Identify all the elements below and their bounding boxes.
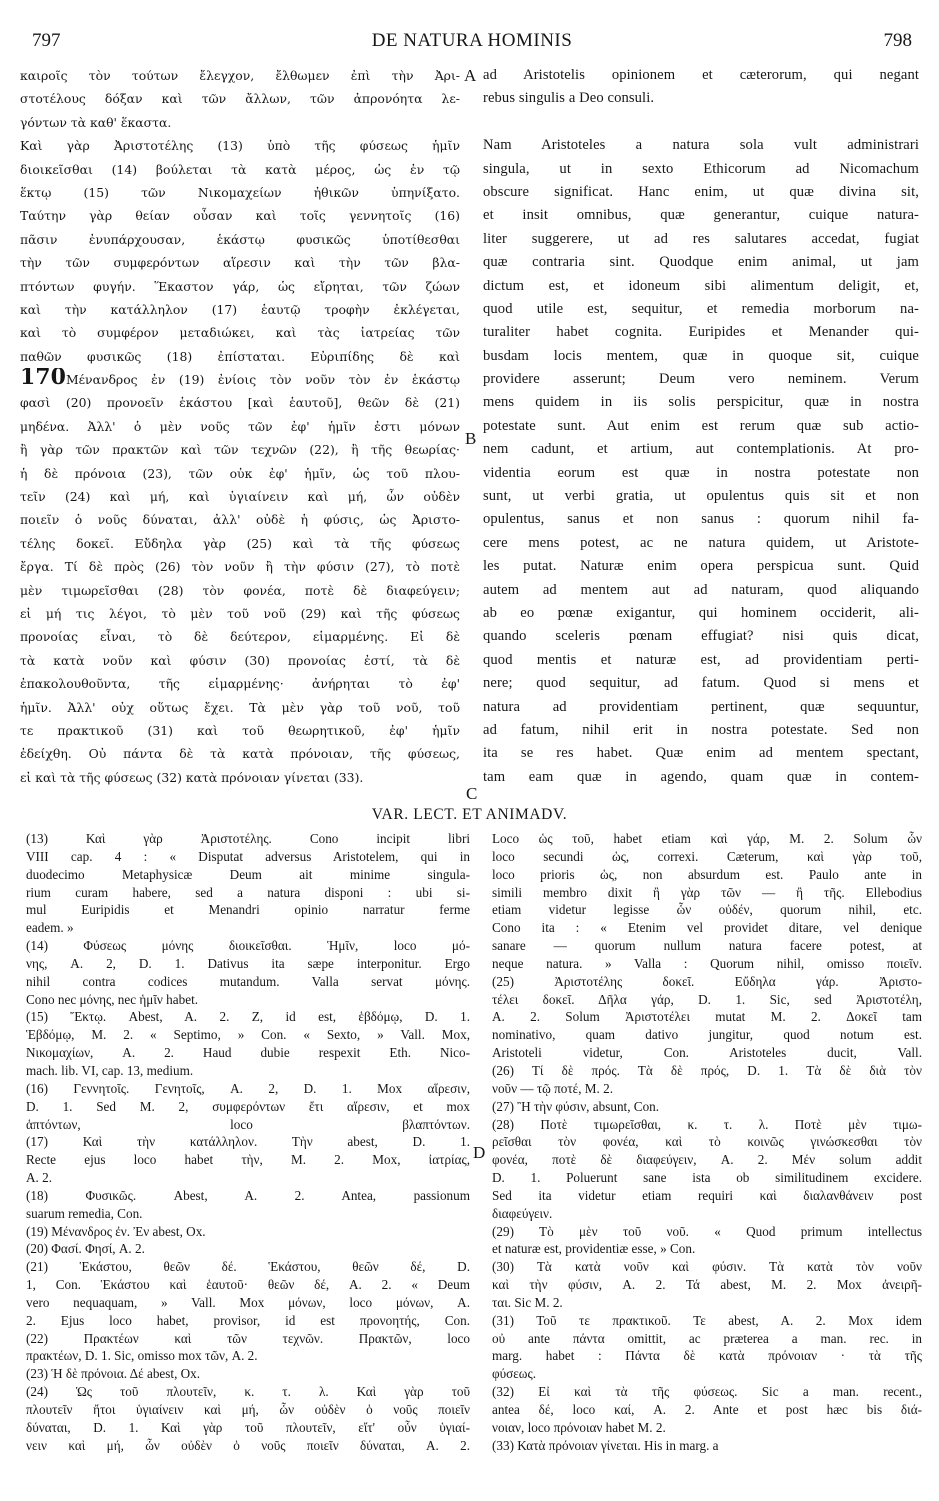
note-line: (24) Ὡς τοῦ πλουτεῖν, κ. τ. λ. Καὶ γὰρ τοῦ	[26, 1384, 470, 1400]
greek-line: Καὶ γὰρ Ἀριστοτέλης (13) ὑπὸ τῆς φύσεως ἡμῖν	[20, 138, 460, 154]
greek-line: ἕκτῳ (15) τῶν Νικομαχείων ἠθικῶν ὑπηνίξατο.	[20, 184, 460, 200]
note-line: Recte ejus loco habet τὴν, M. 2. Mox, ἰατρίας,	[26, 1152, 470, 1168]
note-line: τέλει δοκεῖ. Δῆλα γάρ, D. 1. Sic, sed Ἀριστοτέλη,	[492, 991, 922, 1007]
note-line: Cono nec μόνης, nec ἡμῖν habet.	[26, 991, 199, 1007]
latin-line: turaliter habet cognita. Euripides et Menander qui-	[483, 324, 919, 341]
note-line: neque natura. » Valla : Quorum nihil, omisso ποιεῖν.	[492, 955, 922, 971]
greek-line: καιροῖς τὸν τούτων ἔλεγχον, ἔλθωμεν ἐπὶ τὴν Ἀρι-	[20, 68, 460, 83]
note-line: (16) Γεννητοῖς. Γενητοῖς, A. 2, D. 1. Mox αἵρεσιν,	[26, 1080, 470, 1096]
latin-line: ita se res habet. Quæ enim ad mentem spectant,	[483, 745, 919, 762]
note-line: (21) Ἑκάστου, θεῶν δέ. Ἑκάστου, θεῶν δέ, D.	[26, 1259, 470, 1275]
latin-line: opulentus, sanus et non sanus : quorum nihil fa-	[483, 511, 919, 528]
latin-line: providere asserunt; Deum vero neminem. Verum	[483, 371, 919, 388]
note-line: Ἑβδόμῳ, M. 2. « Septimo, » Con. « Sexto, » Vall. Mox,	[26, 1027, 470, 1043]
note-line: A. 2. Solum Ἀριστοτέλει mutat M. 2. Δοκεῖ tam	[492, 1009, 922, 1025]
greek-line: ποιεῖν ὁ νοῦς δύναται, ἀλλ' οὐδὲ ἡ φύσις, ὡς Ἀριστο-	[20, 512, 460, 528]
greek-line: τε πρακτικοῦ (31) καὶ τοῦ θεωρητικοῦ, ἐφ' ἡμῖν	[20, 722, 460, 738]
note-line: ται. Sic M. 2.	[492, 1294, 563, 1310]
greek-line	[20, 368, 460, 391]
note-line: (22) Πρακτέων καὶ τῶν τεχνῶν. Πρακτῶν, loco	[26, 1330, 470, 1346]
note-line: antea δέ, loco καί, A. 2. Ante et post hæc bis διά-	[492, 1402, 922, 1417]
note-line: καὶ τὴν φύσιν, A. 2. Τά abest, M. 2. Mox ἀνειρῆ-	[492, 1277, 922, 1293]
greek-line: διοικεῖσθαι (14) βούλεται τὰ κατὰ μέρος, ὡς ἐν τῷ	[20, 161, 460, 177]
latin-line: busdam locis mentem, quæ in quoque sit, cuique	[483, 347, 919, 364]
greek-line: εἰ καὶ τὰ τῆς φύσεως (32) κατὰ πρόνοιαν γίνεται (33).	[20, 769, 364, 785]
latin-line: Nam Aristoteles a natura sola vult administrari	[483, 137, 919, 154]
note-line: nominativo, quam dativo jungitur, quod notum est.	[492, 1027, 922, 1043]
note-line: (18) Φυσικῶς. Abest, A. 2. Antea, passionum	[26, 1187, 470, 1203]
note-line: (14) Φύσεως μόνης διοικεῖσθαι. Ἡμῖν, loco μό-	[26, 938, 470, 954]
latin-line	[483, 111, 919, 134]
note-line: ἁπτόντων, loco βλαπτόντων.	[26, 1116, 470, 1132]
page-number-left: 797	[32, 30, 61, 51]
note-line: (25) Ἀριστοτέλης δοκεῖ. Εὔδηλα γάρ. Ἀριστο-	[492, 973, 922, 989]
latin-line: quando sceleris pœnam effugiat? nisi quis dicat,	[483, 628, 919, 645]
note-line: 1, Con. Ἑκάστου καὶ ἑαυτοῦ· θεῶν δέ, A. 2. « Deum	[26, 1277, 470, 1293]
note-line: vero nequaquam, » Vall. Mox μόνων, loco μόνων, A.	[26, 1294, 470, 1310]
note-line: (23) Ἡ δὲ πρόνοια. Δέ abest, Ox.	[26, 1366, 201, 1382]
note-line: et naturæ est, providentiæ esse, » Con.	[492, 1241, 696, 1257]
greek-line: παθῶν φυσικῶς (18) ἐπίσταται. Εὐριπίδης δὲ καὶ	[20, 348, 460, 364]
note-line: Aristoteli videtur, Con. Aristoteles ducit, Vall.	[492, 1045, 922, 1061]
note-line: mul Euripidis et Menandri opinio narratur ferme	[26, 902, 470, 918]
note-line: (26) Τί δὲ πρός. Τὰ δὲ πρός, D. 1. Τὰ δὲ διὰ τὸν	[492, 1062, 922, 1078]
note-line: sanare — quorum nullum natura facere potest, at	[492, 938, 922, 954]
latin-line: rebus singulis a Deo consuli.	[483, 90, 655, 107]
latin-line: mens quidem in iis solis perspicitur, quæ in nostra	[483, 394, 919, 411]
note-line: (19) Μένανδρος ἐν. Ἐν abest, Ox.	[26, 1223, 206, 1239]
latin-line: ab eo pœnæ exigantur, qui hominem occiderit, ali-	[483, 604, 919, 621]
note-line: marg. habet : Πάντα δὲ κατὰ πρόνοιαν · τὰ τῆς	[492, 1348, 922, 1364]
greek-line: καὶ τὸ συμφέρον μεταδιώκει, καὶ τὰς ἰατρείας τῶν	[20, 325, 460, 341]
note-line: eadem. »	[26, 920, 74, 936]
note-line: φονέα, ποτὲ δὲ διαφεύγειν, A. 2. Μέν solum addit	[492, 1152, 922, 1168]
latin-line: sunt, ut verbi gratia, ut opulentus quis sit et non	[483, 488, 919, 505]
greek-line: εἰ μή τις λέγοι, τὸ μὲν τοῦ νοῦ (29) καὶ τῆς φύσεως	[20, 605, 460, 621]
greek-line: τὰ κατὰ νοῦν καὶ φύσιν (30) προνοίας ἐστί, τὰ δὲ	[20, 652, 460, 668]
running-title: DE NATURA HOMINIS	[371, 30, 573, 51]
running-header	[32, 30, 912, 54]
note-line: πρακτέων, D. 1. Sic, omisso mox τῶν, A. 2.	[26, 1348, 258, 1364]
greek-text-column	[20, 64, 460, 800]
note-line: (27) Ἢ τὴν φύσιν, absunt, Con.	[492, 1098, 660, 1114]
latin-line: autem ad mentem aut ad naturam, quod aliquando	[483, 581, 919, 598]
note-line: Νικομαχίων, A. 2. Haud dubie respexit Eth. Nico-	[26, 1045, 470, 1061]
greek-line: προνοίας εἶναι, τὸ δὲ δεύτερον, εἱμαρμένης. Εἰ δὲ	[20, 629, 460, 645]
note-line: δύναται, D. 1. Καὶ γὰρ τοῦ πλουτεῖν, εἴτ' οὖν ὑγιαί-	[26, 1419, 470, 1435]
greek-line: γόντων τὰ καθ' ἕκαστα.	[20, 114, 172, 130]
note-line: duodecimo Metaphysicæ Deum ait minime singula-	[26, 866, 470, 882]
greek-line: πᾶσιν ἐνυπάρχουσαν, ἑκάστῳ φυσικῶς ὑποτίθεσθαι	[20, 231, 460, 247]
latin-line: ad Aristotelis opinionem et cæterorum, qui negant	[483, 67, 919, 83]
notes-left-column	[26, 830, 470, 1490]
note-line: loco secundi ὡς, correxi. Cæterum, καὶ γὰρ τοῦ,	[492, 848, 922, 864]
latin-line: quod mentis et naturæ est, ad providentiam perti-	[483, 651, 919, 668]
note-line: πλουτεῖν ἤτοι ὑγιαίνειν καὶ μή, ὧν οὐδὲν ὁ νοῦς ποιεῖν	[26, 1402, 470, 1417]
margin-letter-b: B	[465, 429, 477, 448]
latin-line: et insit omnibus, quæ generantur, cuique natura-	[483, 207, 919, 224]
latin-line: ad fatum, nihil erit in nostra potestate. Sed non	[483, 721, 919, 738]
note-line: νειν καὶ μή, ὧν οὐδὲν ὁ νοῦς ποιεῖν δύναται, A. 2.	[26, 1437, 470, 1453]
note-line: Loco ὡς τοῦ, habet etiam καὶ γάρ, M. 2. Solum ὧν	[492, 831, 922, 846]
note-line: (32) Εἰ καὶ τὰ τῆς φύσεως. Sic a man. recent.,	[492, 1384, 922, 1400]
note-line: (28) Ποτὲ τιμωρεῖσθαι, κ. τ. λ. Ποτὲ μὲν τιμω-	[492, 1116, 922, 1132]
margin-letter-a: A	[464, 66, 477, 85]
note-line: Cono ita : « Etenim vel providet ditare, vel denique	[492, 920, 922, 936]
notes-right-column	[492, 830, 922, 1490]
note-line: D. 1. Sed M. 2, συμφερόντων ἔτι αἵρεσιν, et mox	[26, 1098, 470, 1114]
latin-line: liter suggerere, ut ad res salutares accedat, fugiat	[483, 230, 919, 247]
note-line: (31) Τοῦ τε πρακτικοῦ. Τε abest, A. 2. Mox idem	[492, 1312, 922, 1328]
latin-line: obscure significat. Hanc enim, ut quæ divina sit,	[483, 183, 919, 200]
greek-line: πτόντων φυγήν. Ἕκαστον γάρ, ὡς εἴρηται, τῶν ζώων	[20, 278, 460, 294]
line-text: Μένανδρος ἐν (19) ἐνίοις τὸν νοῦν τὸν ἐν ἑκάστῳ	[65, 372, 460, 388]
latin-line: videntia eorum est quæ in nostra potestate non	[483, 464, 919, 481]
note-line: οὐ ante πάντα omittit, ac præterea a man. rec. in	[492, 1330, 922, 1346]
note-line: (17) Καὶ τὴν κατάλληλον. Τὴν abest, D. 1.	[26, 1134, 470, 1150]
note-line: Sed ita videtur etiam requiri καὶ διαλανθάνειν post	[492, 1187, 922, 1203]
note-line: φύσεως.	[492, 1366, 536, 1382]
note-line: simili membro dixit ἢ γὰρ τῶν — ἢ τῆς. Ellebodius	[492, 884, 922, 900]
latin-text-column	[483, 64, 919, 800]
note-line: etiam videtur legisse ὧν οὐδέν, quorum nihil, etc.	[492, 902, 922, 918]
greek-line: τέλης δοκεῖ. Εὔδηλα γὰρ (25) καὶ τὰ τῆς φύσεως	[20, 535, 460, 551]
greek-line: τεῖν (24) καὶ μή, καὶ ὑγιαίνειν καὶ μή, ὧν οὐδὲν	[20, 489, 460, 505]
notes-heading: VAR. LECT. ET ANIMADV.	[371, 806, 568, 823]
note-line: ρεῖσθαι τὸν φονέα, καὶ τὸ κοινῶς γινώσκεσθαι τὸν	[492, 1134, 922, 1150]
greek-line: Ταύτην γὰρ θείαν οὖσαν καὶ τοῖς γεννητοῖς (16)	[20, 208, 460, 224]
margin-letter-c: C	[466, 784, 478, 803]
greek-line: καὶ τὴν κατάλληλον (17) ἑαυτῷ τροφὴν ἐκλέγεται,	[20, 301, 460, 317]
greek-line: ἢ γὰρ τῶν πρακτῶν καὶ τῶν τεχνῶν (22), ἢ τῆς θεωρίας·	[20, 442, 460, 458]
latin-line: cere mens potest, ac ne natura quidem, ut Aristote-	[483, 534, 919, 551]
margin-letter-d: D	[473, 1143, 486, 1162]
note-line: νοιαν, loco πρόνοιαν habet M. 2.	[492, 1419, 666, 1435]
greek-line: στοτέλους δόξαν καὶ τῶν ἄλλων, τῶν ἀπρονόητα λε-	[20, 91, 460, 107]
greek-line: μὲν τιμωρεῖσθαι (28) τὸν φονέα, ποτὲ δὲ διαφεύγειν;	[20, 582, 460, 598]
note-line: nihil contra codices mutandum. Valla servat μόνης.	[26, 973, 470, 989]
note-line: D. 1. Poluerunt sane ista ob similitudinem excidere.	[492, 1170, 922, 1186]
latin-line: singula, ut in sexto Ethicorum ad Nicomachum	[483, 160, 919, 177]
greek-line: μηδένα. Ἀλλ' ὁ μὲν νοῦς τῶν ἐφ' ἡμῖν ἐστι μόνων	[20, 418, 460, 434]
note-line: loco prioris ὡς, non absurdum est. Paulo ante in	[492, 866, 922, 882]
greek-line: φασὶ (20) προνοεῖν ἑκάστου [καὶ ἑαυτοῦ], θεῶν δὲ (21)	[20, 395, 460, 411]
note-line: (13) Καὶ γὰρ Ἀριστοτέλης. Cono incipit libri	[26, 831, 470, 846]
note-line: mach. lib. VI, cap. 13, medium.	[26, 1062, 194, 1078]
note-line: (15) Ἕκτῳ. Abest, A. 2. Z, id est, ἑβδόμῳ, D. 1.	[26, 1009, 470, 1025]
latin-line: nem cadunt, et artium, aut contemplationis. At pro-	[483, 441, 919, 458]
note-line: VIII cap. 4 : « Disputat adversus Aristotelem, qui in	[26, 848, 470, 864]
latin-line: nere; quod sequitur, ad fatum. Quod si mens et	[483, 675, 919, 692]
note-line: suarum remedia, Con.	[26, 1205, 143, 1221]
latin-line: tam eam quæ in agendo, quam quæ in contem-	[483, 768, 919, 785]
note-line: νης, A. 2, D. 1. Dativus ita sæpe interponitur. Ergo	[26, 955, 470, 971]
latin-line: natura ad providentiam pertinent, quæ sequuntur,	[483, 698, 919, 715]
latin-line: dictum est, et idoneum sibi alimentum deligit, et,	[483, 277, 919, 294]
note-line: 2. Ejus loco habet, provisor, id est προνοητής, Con.	[26, 1312, 470, 1328]
note-line: (33) Κατὰ πρόνοιαν γίνεται. His in marg. a	[492, 1437, 719, 1453]
greek-line: ἐδείχθη. Οὐ πάντα δὲ τὰ κατὰ πρόνοιαν, τῆς φύσεως,	[20, 746, 460, 762]
latin-line: potestate sunt. Aut enim est rerum quæ sub actio-	[483, 417, 919, 434]
latin-line: quod utile est, sequitur, et remedia morborum na-	[483, 300, 919, 317]
greek-line: ἔργα. Τί δὲ πρὸς (26) τὸν νοῦν ἢ τὴν φύσιν (27), τὸ ποτὲ	[20, 559, 460, 575]
page-number-right: 798	[883, 30, 912, 51]
greek-line: ἐπακολουθοῦντα, τῆς εἱμαρμένης· ἀνήρηται τὸ ἐφ'	[20, 676, 460, 692]
greek-line: ἡμῖν. Ἀλλ' οὐχ οὕτως ἔχει. Τὰ μὲν γὰρ τοῦ νοῦ, τοῦ	[20, 699, 460, 715]
greek-line: ἡ δὲ πρόνοια (23), τῶν οὐκ ἐφ' ἡμῖν, ὡς τοῦ πλου-	[20, 465, 460, 481]
column-marker: 170	[20, 368, 66, 391]
note-line: (29) Τὸ μὲν τοῦ νοῦ. « Quod primum intellectus	[492, 1223, 922, 1239]
note-line: rium curam habere, sed a natura disponi : ubi si-	[26, 884, 470, 900]
note-line: (30) Τὰ κατὰ νοῦν καὶ φύσιν. Τὰ κατὰ τὸν νοῦν	[492, 1259, 922, 1275]
greek-line: τὴν τῶν συμφερόντων αἵρεσιν καὶ τὴν τῶν βλα-	[20, 255, 460, 271]
note-line: A. 2.	[26, 1170, 53, 1186]
note-line: νοῦν — τῷ ποτέ, M. 2.	[492, 1080, 613, 1096]
note-line: διαφεύγειν.	[492, 1205, 553, 1221]
note-line: (20) Φασί. Φησί, A. 2.	[26, 1241, 145, 1257]
latin-line: quæ contraria sint. Quodque enim animal, ut jam	[483, 254, 919, 271]
latin-line: les putat. Naturæ enim opera perspicua sunt. Quid	[483, 558, 919, 575]
